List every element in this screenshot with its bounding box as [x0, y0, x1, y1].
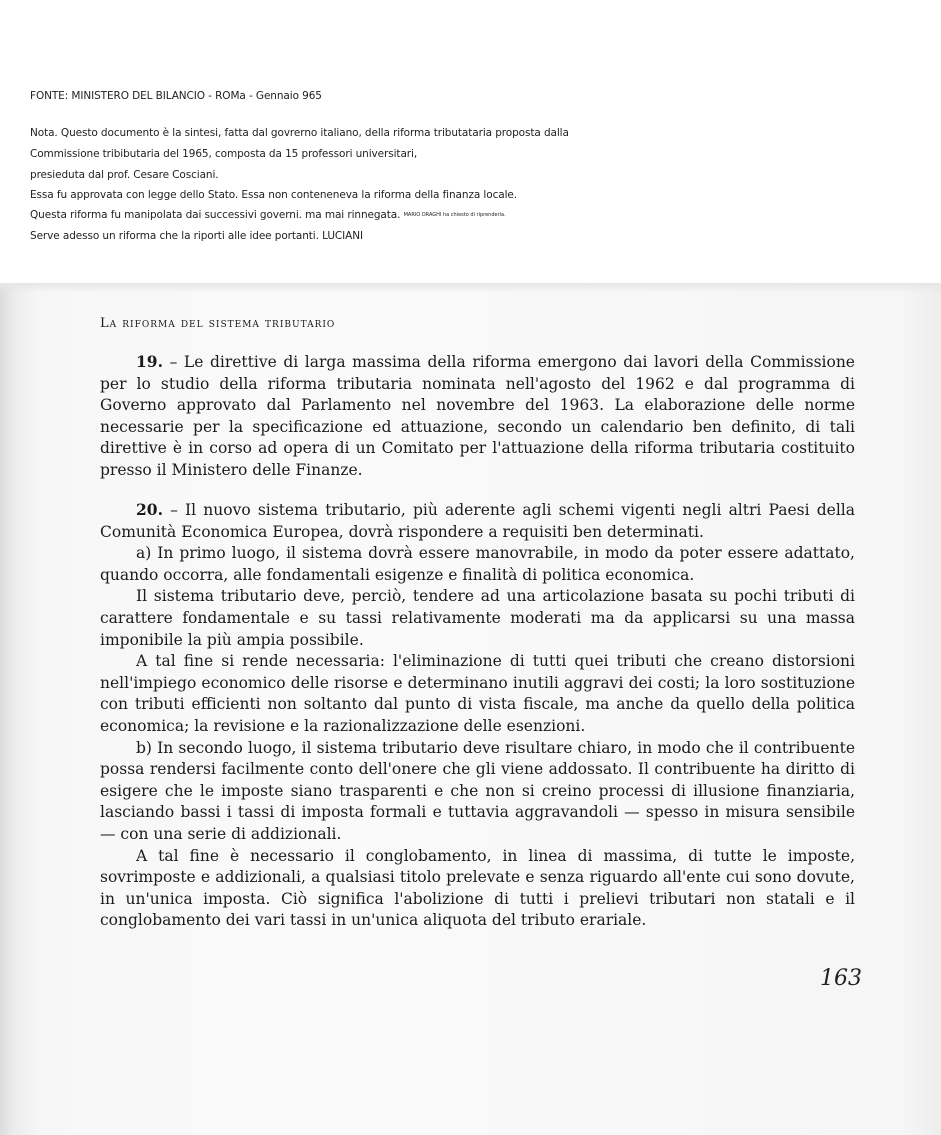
page-number: 163 [820, 966, 862, 991]
paragraph: b) In secondo luogo, il sistema tributario deve risultare chiaro, in modo che il contribuente possa rendersi facilmente conto dell'onere che gli viene addossato. Il contribuente ha diritto di esigere che le imposte siano trasparenti e che non si creino processi di illusione finanziaria, lasciando bassi i tassi di imposta formali e tuttavia aggravandoli — spesso in misura sensibile — con una serie di addizionali. [100, 738, 855, 843]
note-line-6: Serve adesso un riforma che la riporti alle idee portanti. LUCIANI [30, 230, 363, 242]
paragraph-number: 19. [136, 352, 163, 371]
paragraph: A tal fine si rende necessaria: l'eliminazione di tutti quei tributi che creano distorsioni nell'impiego economico delle risorse e determinano inutili aggravi dei costi; la loro sostituzione con tributi efficienti non soltanto dal punto di vista fiscale, ma anche da quello della politica economica; la revisione e la razionalizzazione delle esenzioni. [100, 652, 855, 735]
paragraph [100, 351, 855, 482]
handwritten-style-note: MARIO DRAGHI ha chiesto di riprenderla. [403, 212, 506, 218]
paragraph [100, 499, 855, 543]
note-line-4: Essa fu approvata con legge dello Stato. Essa non conteneneva la riforma della finanza locale. [30, 189, 517, 201]
paragraph-text: – Le direttive di larga massima della riforma emergono dai lavori della Commissione per lo studio della riforma tributaria nominata nell'agosto del 1962 e dal programma di Governo approvato dal Parlamento nel novembre del 1963. La elaborazione delle norme necessarie per la specificazione ed attuazione, secondo un calendario ben definito, di tali direttive è in corso ad opera di un Comitato per l'attuazione della riforma tributaria costituito presso il Ministero delle Finanze. [100, 353, 855, 479]
paragraph: Il sistema tributario deve, perciò, tendere ad una articolazione basata su pochi tributi di carattere fondamentale e su tassi relativamente moderati ma da applicarsi su una massa imponibile la più ampia possibile. [100, 587, 855, 649]
section-title: La riforma del sistema tributario [100, 316, 336, 331]
scan-edge-shadow [0, 283, 941, 293]
note-line-3: presieduta dal prof. Cesare Cosciani. [30, 169, 219, 181]
note-line-5-text: Questa riforma fu manipolata dai successivi governi. ma mai rinnegata. [30, 209, 401, 221]
paragraph: A tal fine è necessario il conglobamento, in linea di massima, di tutte le imposte, sovrimposte e addizionali, a qualsiasi titolo prelevate e senza riguardo all'ente cui sono dovute, in un'unica imposta. Ciò significa l'abolizione di tutti i prelievi tributari non statali e il conglobamento dei vari tassi in un'unica aliquota del tributo erariale. [100, 846, 855, 930]
paragraph-19 [100, 351, 855, 482]
note-line-2: Commissione tribibutaria del 1965, composta da 15 professori universitari, [30, 148, 418, 160]
paragraph-text: – Il nuovo sistema tributario, più aderente agli schemi vigenti negli altri Paesi della Comunità Economica Europea, dovrà rispondere a requisiti ben determinati. [100, 501, 855, 541]
note-line-1: Nota. Questo documento è la sintesi, fatta dal govrerno italiano, della riforma tributataria proposta dalla [30, 127, 569, 139]
section-20 [100, 499, 855, 932]
source-line: FONTE: MINISTERO DEL BILANCIO - ROMa - Gennaio 965 [30, 90, 322, 102]
note-line-5 [30, 209, 506, 221]
paragraph: a) In primo luogo, il sistema dovrà essere manovrabile, in modo da poter essere adattato, quando occorra, alle fondamentali esigenze e finalità di politica economica. [100, 544, 855, 584]
paragraph-number: 20. [136, 500, 163, 519]
